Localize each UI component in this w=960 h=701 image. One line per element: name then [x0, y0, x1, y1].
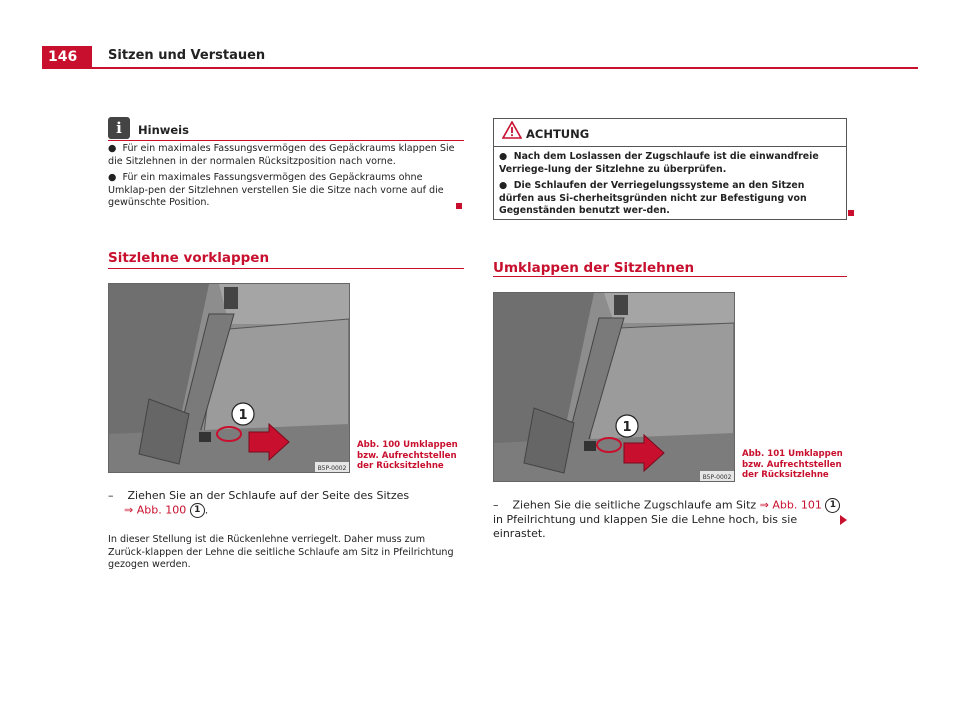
header-rule: [42, 67, 918, 69]
figure-reference-link[interactable]: ⇒ Abb. 100: [124, 503, 187, 517]
figure-100: [108, 283, 350, 473]
warning-header-rule: [493, 146, 847, 147]
note-body: [108, 143, 464, 214]
warning-triangle-icon: [502, 121, 522, 139]
figure-caption: Abb. 101 Umklappen bzw. Aufrechtstellen der Rücksitzlehne: [742, 449, 843, 480]
section-rule-right: [493, 276, 847, 277]
section-title-right: Umklappen der Sitzlehnen: [493, 260, 695, 276]
page-number: 146: [42, 46, 92, 68]
instruction-step: – Ziehen Sie an der Schlaufe auf der Seite des Sitzes ⇒ Abb. 100 1 .: [108, 489, 410, 517]
section-rule-left: [108, 268, 464, 269]
warning-title: ACHTUNG: [526, 127, 590, 141]
body-paragraph: In dieser Stellung ist die Rückenlehne verriegelt. Daher muss zum Zurück-klappen der Lehne die seitliche Schlaufe am Sitz in Pfeilrichtung gezogen werden.: [108, 534, 454, 570]
end-marker: [456, 203, 462, 209]
warning-item: ● Die Schlaufen der Verriegelungssysteme an den Sitzen dürfen aus Si-cherheitsgründen nicht zur Befestigung von Gegenständen benutzt wer-den.: [499, 180, 807, 216]
figure-101: [493, 292, 735, 482]
note-title: Hinweis: [138, 123, 189, 137]
figure-code: B5P-0002: [702, 474, 732, 481]
instruction-step: – Ziehen Sie die seitliche Zugschlaufe am Sitz ⇒ Abb. 101 1 in Pfeilrichtung und klappen Sie die Lehne hoch, bis sie einrastet.: [493, 498, 847, 541]
figure-callout: 1: [622, 420, 632, 435]
figure-caption: Abb. 100 Umklappen bzw. Aufrechtstellen der Rücksitzlehne: [357, 440, 458, 471]
figure-reference-link[interactable]: ⇒ Abb. 101: [759, 498, 822, 512]
callout-badge: 1: [190, 503, 205, 518]
chapter-title: Sitzen und Verstauen: [108, 48, 266, 63]
note-item: ● Für ein maximales Fassungsvermögen des Gepäckraums ohne Umklap-pen der Sitzlehnen verstellen Sie die Sitze nach vorne auf die gewünschte Position.: [108, 172, 444, 208]
figure-callout: 1: [238, 408, 248, 423]
continue-arrow-icon: [840, 515, 847, 525]
seat-illustration: [494, 293, 734, 481]
info-icon: i: [108, 117, 130, 139]
end-marker: [848, 210, 854, 216]
callout-badge: 1: [825, 498, 840, 513]
seat-illustration: [109, 284, 349, 472]
section-title-left: Sitzlehne vorklappen: [108, 250, 270, 266]
figure-code: B5P-0002: [317, 465, 347, 472]
warning-item: ● Nach dem Loslassen der Zugschlaufe ist die einwandfreie Verriege-lung der Sitzlehne zu überprüfen.: [499, 151, 819, 175]
note-rule: [108, 140, 464, 141]
note-item: ● Für ein maximales Fassungsvermögen des Gepäckraums klappen Sie die Sitzlehnen in der normalen Rücksitzposition nach vorne.: [108, 143, 455, 167]
warning-body: [499, 151, 841, 222]
